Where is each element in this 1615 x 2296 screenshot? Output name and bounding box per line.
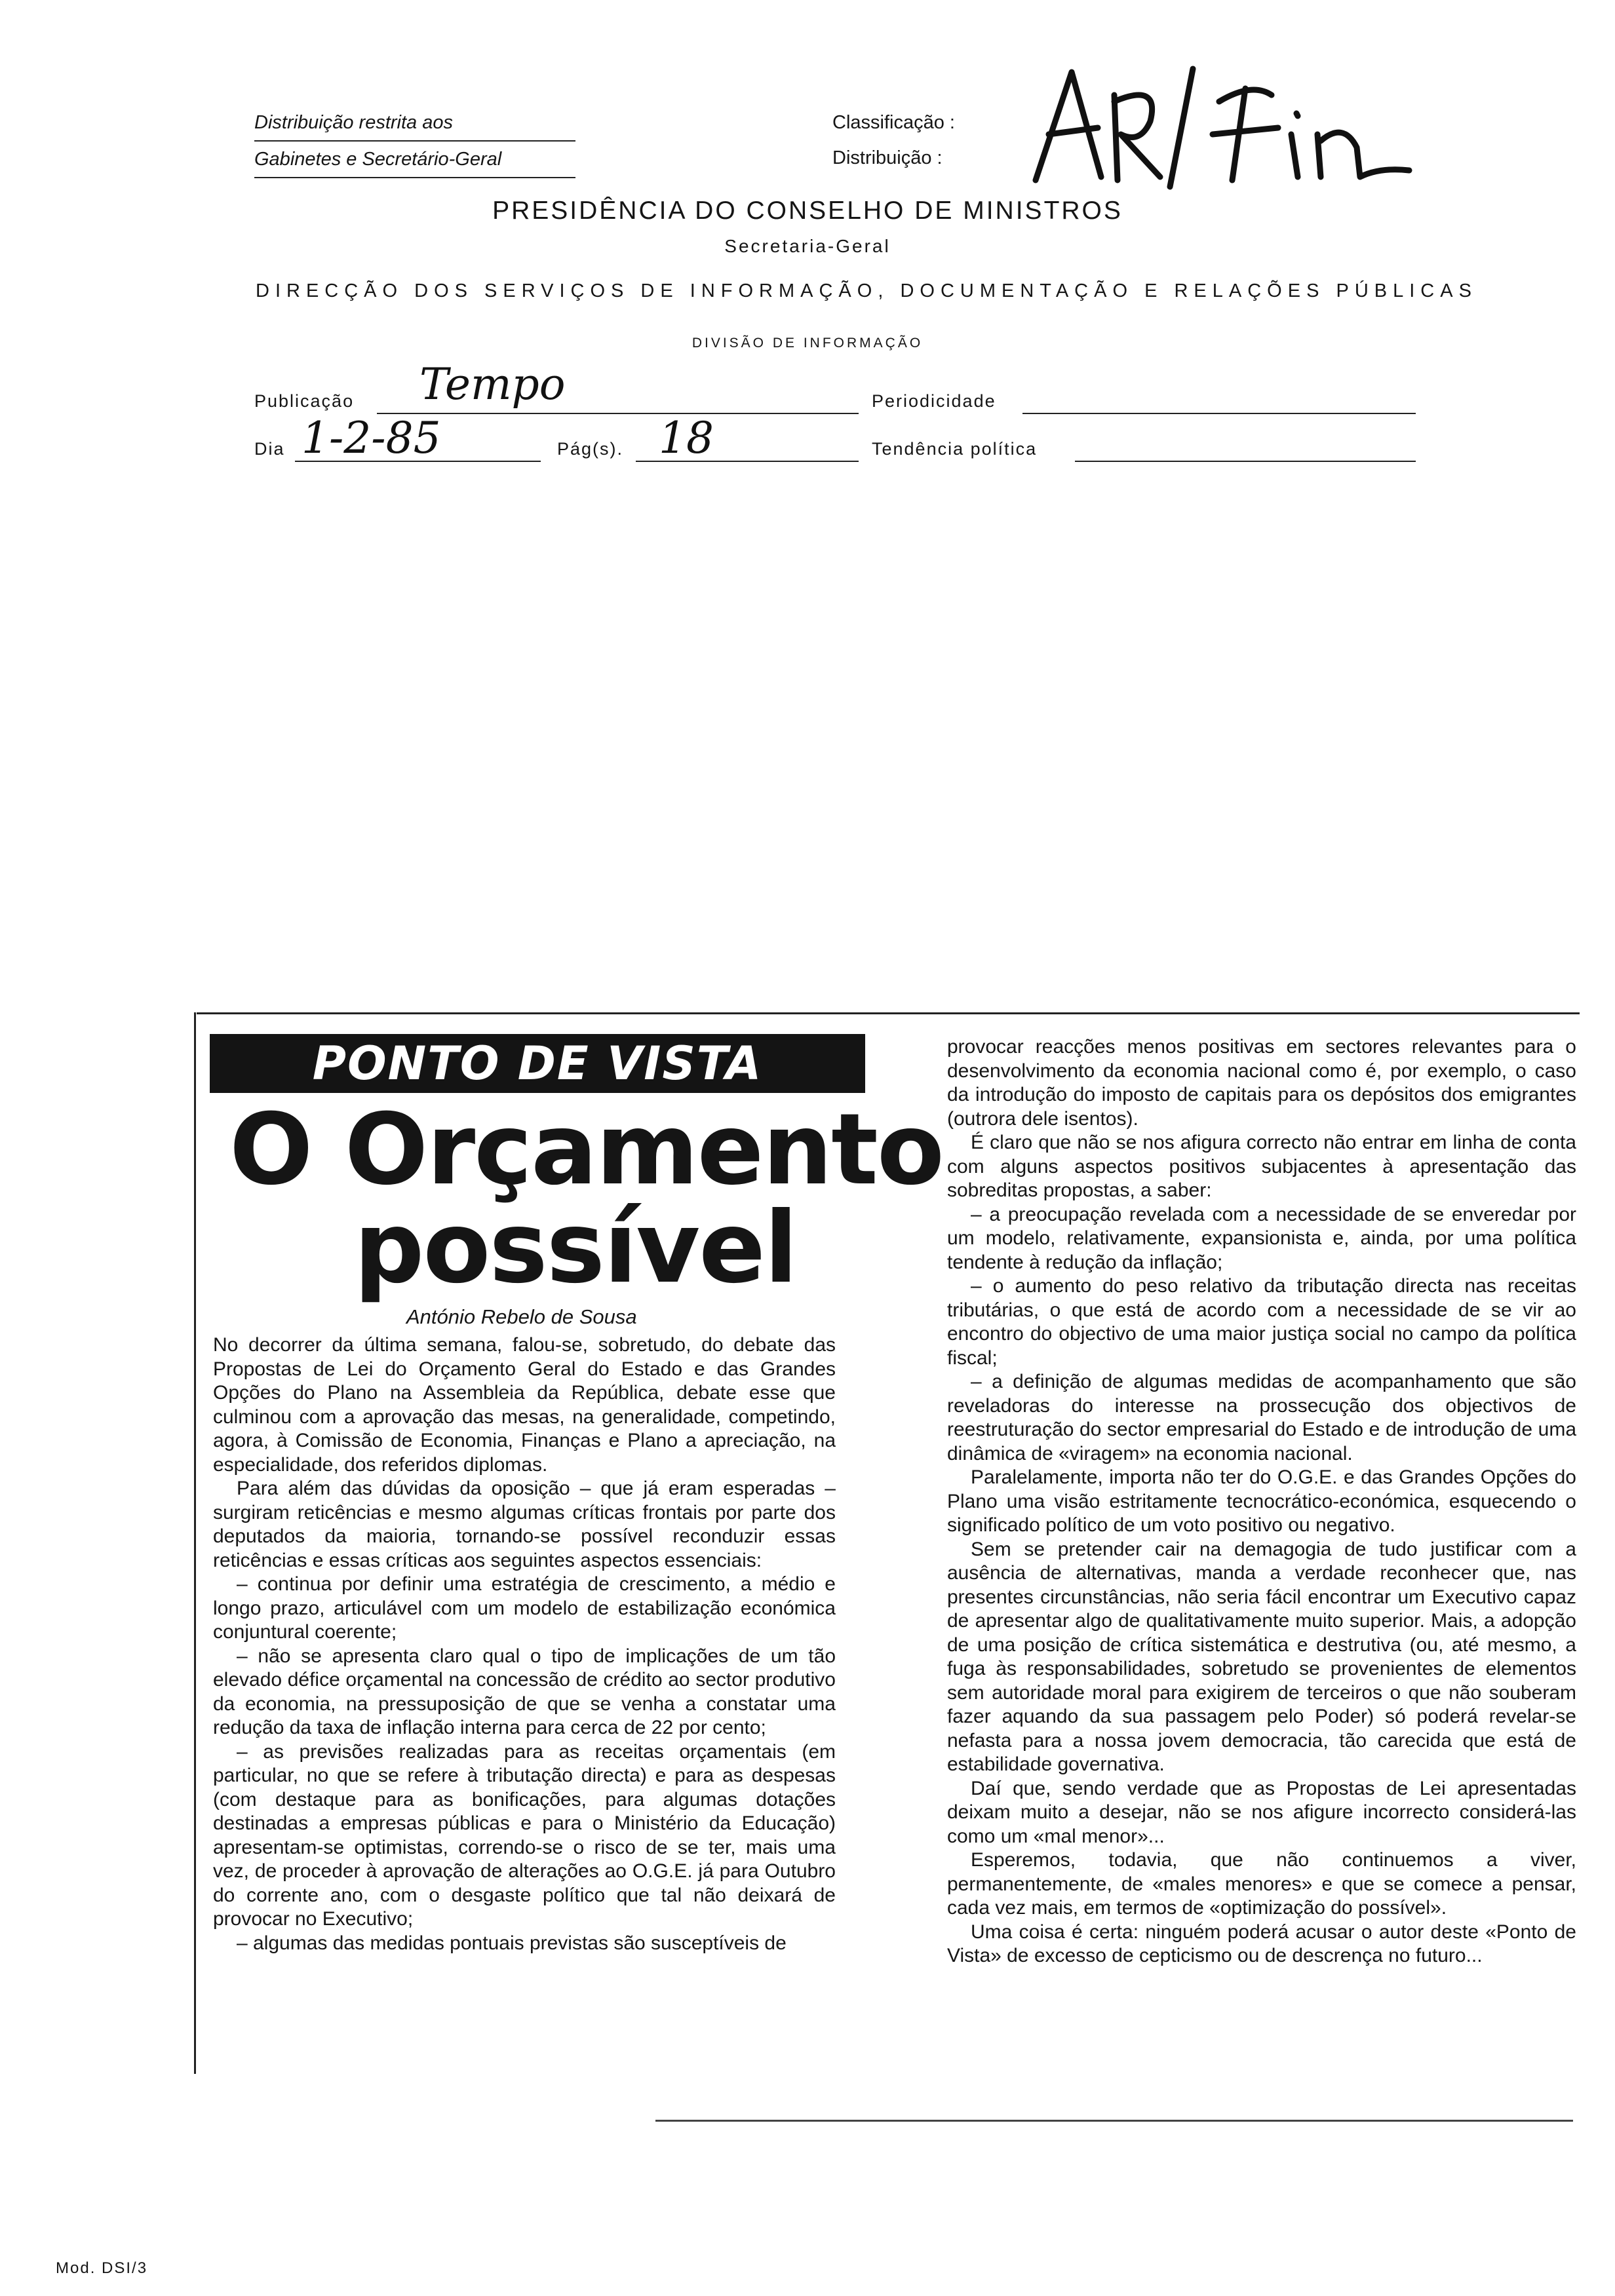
handwritten-mark <box>1022 56 1416 206</box>
publicacao-label: Publicação <box>254 391 355 411</box>
presidencia-heading: PRESIDÊNCIA DO CONSELHO DE MINISTROS <box>492 197 1123 225</box>
clipping-border-top <box>197 1012 1580 1014</box>
paragraph: Daí que, sendo verdade que as Propostas de Lei apresentadas deixam muito a desejar, não se nos afigure incorrecto considerá-las como um «mal menor»... <box>947 1777 1576 1847</box>
article-column-2 <box>947 1035 1576 1968</box>
paragraph: Paralelamente, importa não ter do O.G.E. e das Grandes Opções do Plano uma visão estritamente tecnocrático-económica, esquecendo o significado político de um voto positivo ou negativo. <box>947 1466 1576 1536</box>
secretaria-heading: Secretaria-Geral <box>724 236 891 256</box>
paragraph: – algumas das medidas pontuais previstas são susceptíveis de <box>237 1932 787 1954</box>
paragraph: – a preocupação revelada com a necessidade de se enveredar por um modelo, relativamente, expansionista e, ainda, por uma política tendente à redução da inflação; <box>947 1203 1576 1273</box>
clipping-border-bottom <box>655 2120 1573 2122</box>
paragraph: É claro que não se nos afigura correcto não entrar em linha de conta com alguns aspectos positivos subjacentes à apresentação das sobreditas propostas, a saber: <box>947 1132 1576 1201</box>
pags-label: Pág(s). <box>557 439 624 459</box>
distribution-line-1: Distribuição restrita aos <box>254 105 575 142</box>
paragraph: – a definição de algumas medidas de acompanhamento que são reveladoras do interesse na prossecução dos objectivos de reestruturação do sector empresarial do Estado e de introdução de uma dinâmica de «viragem» na economia nacional. <box>947 1371 1576 1464</box>
paragraph: – as previsões realizadas para as receitas orçamentais (em particular, no que se refere à tributação directa) e para as despesas (com destaque para as bonificações, para algumas dotações destinadas a empresas públicas e para o Ministério da Educação) apresentam-se optimistas, correndo-se o risco de se ter, mais uma vez, de proceder à aprovação de alterações ao O.G.E. já para Outubro do corrente ano, com o desgaste político que tal não deixará de provocar no Executivo; <box>213 1740 836 1930</box>
tendencia-line <box>1075 461 1416 462</box>
dia-label: Dia <box>254 439 285 459</box>
form-model-reference: Mod. DSI/3 <box>56 2259 148 2277</box>
pags-handwritten: 18 <box>659 413 714 463</box>
article-title-line-2: possível <box>354 1191 797 1305</box>
tendencia-label: Tendência política <box>872 439 1038 459</box>
paragraph: No decorrer da última semana, falou-se, sobretudo, do debate das Propostas de Lei do Orçamento Geral do Estado e das Grandes Opções do Plano na Assembleia da República, debate esse que culminou com a aprovação das mesas, na generalidade, competindo, agora, à Comissão de Economia, Finanças e Plano a apreciação, na especialidade, dos referidos diplomas. <box>213 1334 836 1476</box>
publicacao-handwritten: Tempo <box>419 359 566 410</box>
periodicidade-label: Periodicidade <box>872 391 996 411</box>
paragraph: Uma coisa é certa: ninguém poderá acusar o autor deste «Ponto de Vista» de excesso de cepticismo ou de descrença no futuro... <box>947 1921 1576 1966</box>
paragraph: Para além das dúvidas da oposição – que já eram esperadas – surgiram reticências e mesmo algumas críticas frontais por parte dos deputados da maioria, tornando-se possível reconduzir essas reticências e essas críticas aos seguintes aspectos essenciais: <box>213 1478 836 1571</box>
divisao-heading: DIVISÃO DE INFORMAÇÃO <box>691 335 924 351</box>
periodicidade-line <box>1022 413 1416 414</box>
distribuicao-label: Distribuição : <box>832 147 943 168</box>
article-column-1 <box>213 1333 836 1955</box>
dia-handwritten: 1-2-85 <box>302 413 441 463</box>
paragraph: – não se apresenta claro qual o tipo de implicações de um tão elevado défice orçamental na concessão de crédito ao sector produtivo da economia, na pressuposição de que se venha a constatar uma redução da taxa de inflação interna para cerca de 22 por cento; <box>213 1645 836 1738</box>
distribution-line-2: Gabinetes e Secretário-Geral <box>254 142 575 178</box>
paragraph: provocar reacções menos positivas em sectores relevantes para o desenvolvimento da economia nacional como é, por exemplo, o caso da introdução do imposto de capitais para os depósitos dos emigrantes (outrora dele isentos). <box>947 1036 1576 1130</box>
paragraph: – continua por definir uma estratégia de crescimento, a médio e longo prazo, articulável com um modelo de estabilização económica conjuntural coerente; <box>213 1573 836 1643</box>
paragraph: Esperemos, todavia, que não continuemos a viver, permanentemente, de «males menores» e que se comece a pensar, cada vez mais, em termos de «optimização do possível». <box>947 1849 1576 1919</box>
paragraph: Sem se pretender cair na demagogia de tudo justificar com a ausência de alternativas, manda a verdade reconhecer que, nas presentes circunstâncias, não seria fácil encontrar um Executivo capaz de apresentar algo de qualitativamente muito superior. Mais, a adopção de uma posição de crítica sistemática e destrutiva (ou, até mesmo, a fuga às responsabilidades, sobretudo se provenientes de elementos sem autoridade moral para exigirem de terceiros o que não souberam fazer aquando da sua passagem pelo Poder) só poderá revelar-se nefasta para a nossa jovem democracia, tão carecida que está de estabilidade governativa. <box>947 1538 1576 1775</box>
publicacao-line <box>377 413 859 414</box>
article-author: António Rebelo de Sousa <box>406 1305 637 1328</box>
section-banner: PONTO DE VISTA <box>210 1034 865 1093</box>
paragraph: – o aumento do peso relativo da tributação directa nas receitas tributárias, o que está de acordo com a necessidade de se vir ao encontro do objectivo de uma maior justiça social no campo da política fiscal; <box>947 1275 1576 1369</box>
classificacao-label: Classificação : <box>832 112 955 133</box>
direccao-heading: DIRECÇÃO DOS SERVIÇOS DE INFORMAÇÃO, DOCUMENTAÇÃO E RELAÇÕES PÚBLICAS <box>256 280 1477 301</box>
classification-block <box>832 105 955 176</box>
clipping-border-left <box>194 1012 196 2074</box>
article-title-line-1: O Orçamento <box>229 1093 943 1207</box>
distribution-note <box>254 105 575 178</box>
